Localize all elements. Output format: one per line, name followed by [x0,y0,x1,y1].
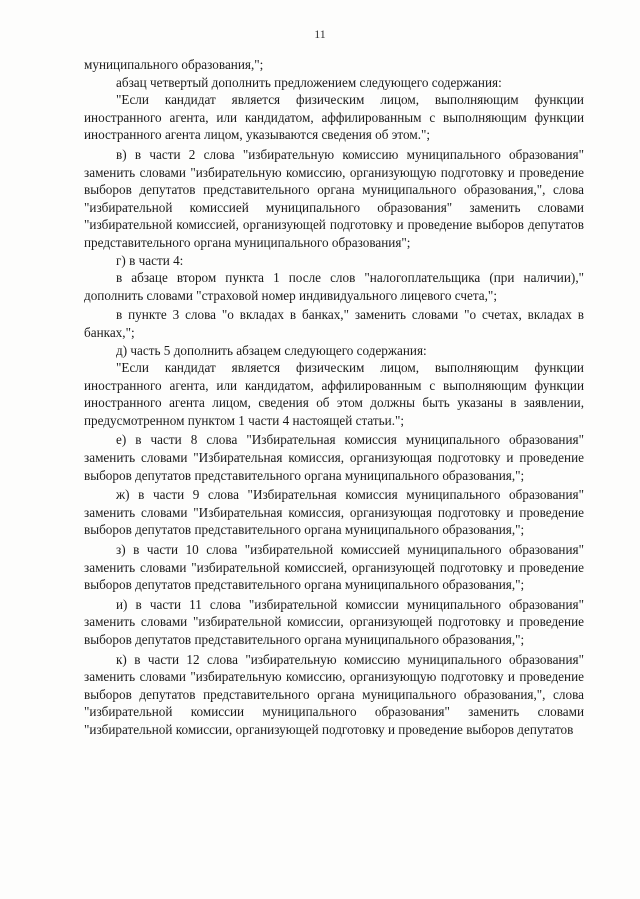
paragraph-quote-statement: "Если кандидат является физическим лицом, выполняющим функции иностранного агента, или кандидатом, аффилированным с выполняющим функции иностранного агента лицом, сведения об этом должны быть указаны в заявлении, предусмотренном пунктом 1 части 4 настоящей статьи."; [84,360,584,428]
paragraph-item-k: к) в части 12 слова "избирательную комиссию муниципального образования" заменить словами "избирательную комиссию, организующую подготовку и проведение выборов депутатов представительного органа муниципального образования,", слова "избирательной комиссии муниципального образования" заменить словами "избирательной комиссии, организующей подготовку и проведение выборов депутатов [84,651,584,737]
paragraph-item-e: е) в части 8 слова "Избирательная комиссия муниципального образования" заменить словами "Избирательная комиссия, организующая подготовку и проведение выборов депутатов представительного органа муниципального образования,"; [84,432,584,483]
paragraph-abzac-chetvertyi: абзац четвертый дополнить предложением следующего содержания: [116,74,502,90]
paragraph-quote-foreign-agent: "Если кандидат является физическим лицом, выполняющим функции иностранного агента, или кандидатом, аффилированным с выполняющим функции иностранного агента лицом, указываются сведения об этом."; [84,92,584,143]
paragraph-item-g-sub1: в абзаце втором пункта 1 после слов "налогоплательщика (при наличии)," дополнить словами "страховой номер индивидуального лицевого счета,"; [84,270,584,303]
document-body [84,56,584,739]
paragraph-item-i: и) в части 11 слова "избирательной комиссии муниципального образования" заменить словами "избирательной комиссии, организующей подготовку и проведение выборов депутатов представительного органа муниципального образования,"; [84,596,584,647]
page-number: 11 [314,27,326,41]
paragraph-item-d: д) часть 5 дополнить абзацем следующего содержания: [116,342,427,358]
paragraph-item-zh: ж) в части 9 слова "Избирательная комиссия муниципального образования" заменить словами "Избирательная комиссия, организующая подготовку и проведение выборов депутатов представительного органа муниципального образования,"; [84,487,584,538]
paragraph-item-g-sub2: в пункте 3 слова "о вкладах в банках," заменить словами "о счетах, вкладах в банках,"; [84,307,584,340]
paragraph-item-g: г) в части 4: [116,252,184,268]
paragraph-continuation: муниципального образования,"; [84,57,264,72]
paragraph-item-v: в) в части 2 слова "избирательную комиссию муниципального образования" заменить словами "избирательную комиссию, организующую подготовку и проведение выборов депутатов представительного органа муниципального образования,", слова "избирательной комиссией муниципального образования" заменить словами "избирательной комиссией, организующей подготовку и проведение выборов депутатов представительного органа муниципального образования"; [84,146,584,250]
paragraph-item-z: з) в части 10 слова "избирательной комиссией муниципального образования" заменить словами "избирательной комиссией, организующей подготовку и проведение выборов депутатов представительного органа муниципального образования,"; [84,542,584,593]
